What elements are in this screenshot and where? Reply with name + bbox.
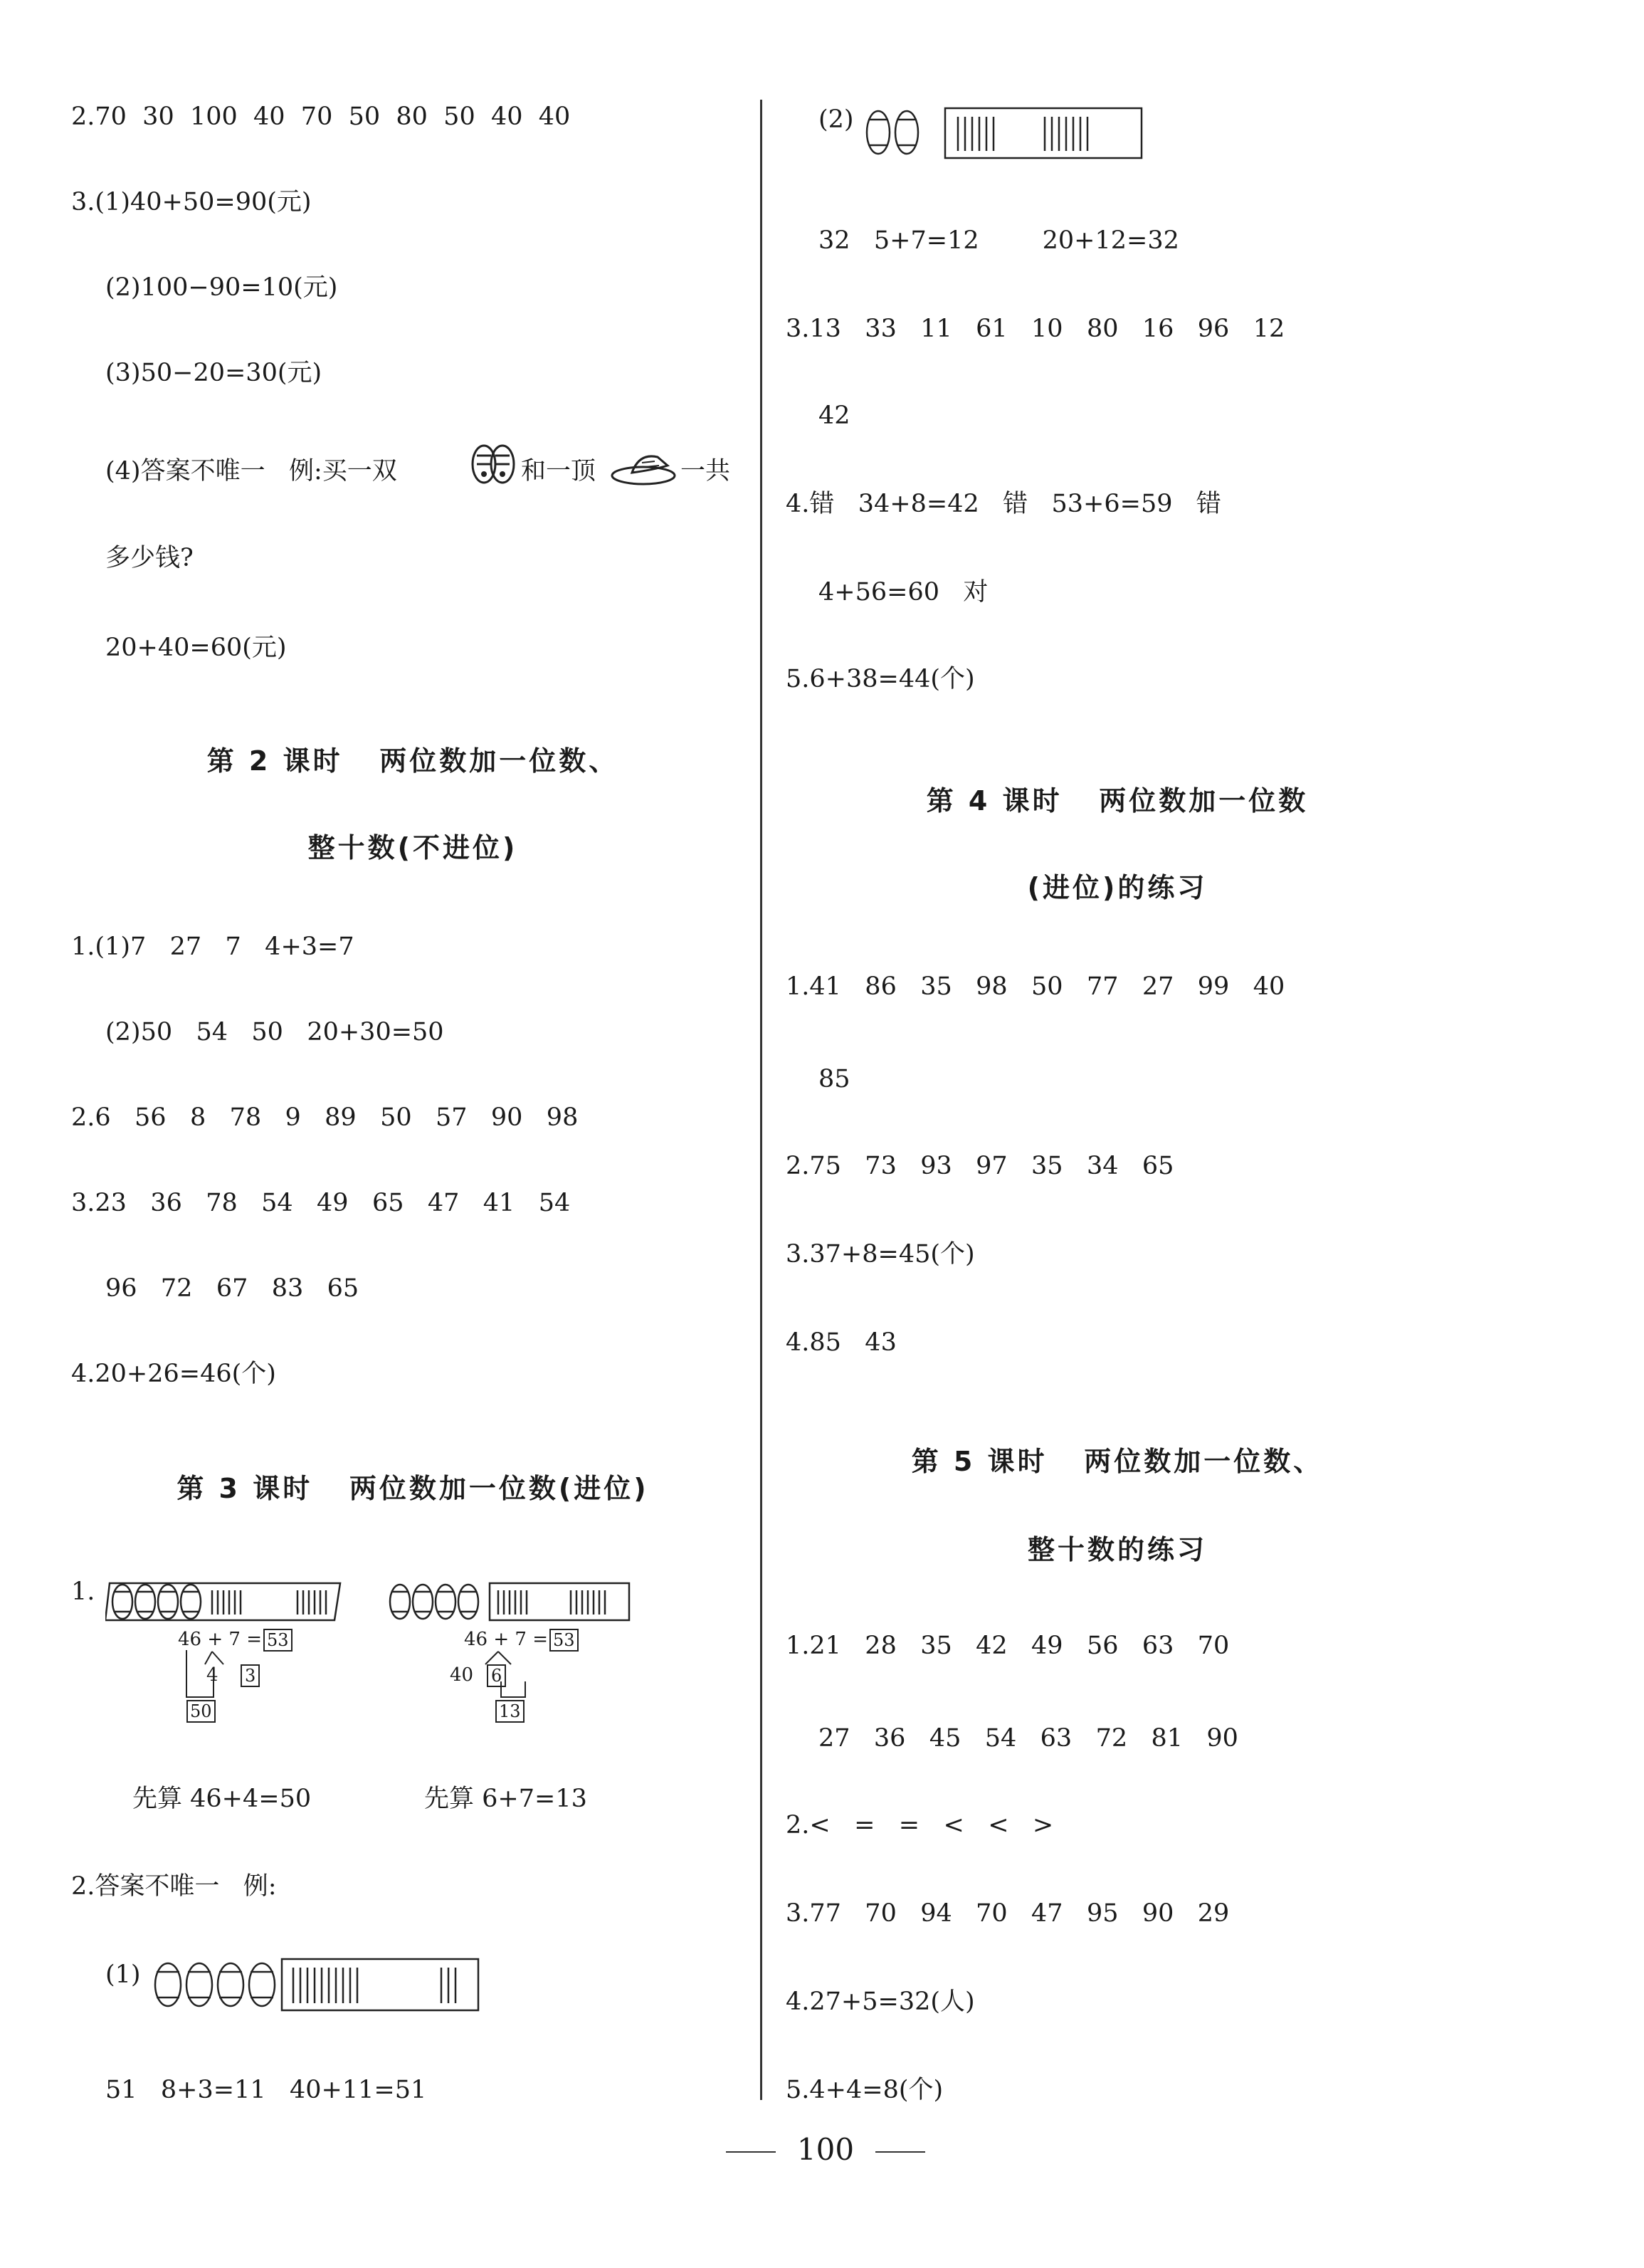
shoes-icon — [470, 443, 517, 485]
answer-line: 42 — [818, 401, 850, 430]
section-heading: (进位)的练习 — [1027, 872, 1208, 903]
answer-line: 4.20+26=46(个) — [71, 1360, 276, 1388]
answer-line: 1. — [71, 1577, 95, 1606]
split-number: 4 — [206, 1664, 218, 1686]
answer-line: 2.70 30 100 40 70 50 80 50 40 40 — [71, 103, 571, 131]
dash-left — [726, 2151, 776, 2153]
sum-box: 13 — [495, 1700, 525, 1723]
sticks-diagram-icon — [383, 1579, 632, 1624]
sticks-diagram-icon — [861, 104, 1146, 161]
split-box: 3 — [241, 1664, 260, 1687]
answer-line: (3)50−20=30(元) — [105, 359, 322, 387]
answer-line: 27 36 45 54 63 72 81 90 — [818, 1724, 1238, 1753]
answer-line: 85 — [818, 1065, 850, 1093]
answer-line: 20+40=60(元) — [105, 634, 287, 662]
answer-line: 4.85 43 — [786, 1328, 897, 1357]
answer-line: 先算 6+7=13 — [424, 1785, 587, 1813]
answer-line: 5.6+38=44(个) — [786, 665, 975, 693]
answer-line: 多少钱? — [105, 544, 194, 572]
page-number-text: 100 — [796, 2132, 855, 2167]
hat-icon — [611, 447, 679, 487]
section-heading: 整十数的练习 — [1027, 1534, 1207, 1565]
section-heading: 第 5 课时 两位数加一位数、 — [911, 1446, 1324, 1477]
answer-line: 1.21 28 35 42 49 56 63 70 — [786, 1632, 1230, 1660]
dash-right — [875, 2151, 925, 2153]
answer-line: 51 8+3=11 40+11=51 — [105, 2076, 427, 2104]
answer-box: 53 — [263, 1629, 293, 1652]
sticks-diagram-icon — [148, 1956, 483, 2013]
answer-line: 和一顶 — [521, 457, 596, 485]
answer-line: 3.77 70 94 70 47 95 90 29 — [786, 1899, 1230, 1928]
answer-line: (2) — [818, 105, 854, 134]
diagram-equation: 46 + 7 = — [178, 1629, 262, 1650]
answer-box: 53 — [549, 1629, 579, 1652]
sum-box: 50 — [186, 1700, 216, 1723]
answer-line: 2.< = = < < > — [786, 1811, 1054, 1839]
sticks-diagram-icon — [105, 1579, 347, 1624]
section-heading: 整十数(不进位) — [307, 832, 518, 863]
answer-line: 32 5+7=12 20+12=32 — [818, 226, 1179, 255]
answer-line: 一共 — [680, 457, 731, 485]
section-heading: 第 3 课时 两位数加一位数(进位) — [176, 1473, 649, 1504]
answer-line: 3.(1)40+50=90(元) — [71, 188, 312, 216]
section-heading: 第 2 课时 两位数加一位数、 — [206, 745, 619, 777]
answer-line: 3.13 33 11 61 10 80 16 96 12 — [786, 315, 1285, 343]
answer-line: 4.27+5=32(人) — [786, 1988, 975, 2016]
section-heading: 第 4 课时 两位数加一位数 — [926, 785, 1309, 817]
answer-line: (2)100−90=10(元) — [105, 273, 338, 302]
answer-line: 1.(1)7 27 7 4+3=7 — [71, 933, 354, 961]
answer-line: 3.23 36 78 54 49 65 47 41 54 — [71, 1189, 571, 1217]
answer-line: 2.6 56 8 78 9 89 50 57 90 98 — [71, 1103, 579, 1132]
answer-line: (4)答案不唯一 例:买一双 — [105, 457, 397, 485]
split-number: 40 — [450, 1664, 474, 1686]
answer-line: 3.37+8=45(个) — [786, 1240, 975, 1269]
diagram-equation: 46 + 7 = — [464, 1629, 548, 1650]
answer-line: 4+56=60 对 — [818, 578, 989, 607]
answer-line: 2.答案不唯一 例: — [71, 1872, 277, 1901]
answer-line: 96 72 67 83 65 — [105, 1274, 359, 1303]
answer-line: 2.75 73 93 97 35 34 65 — [786, 1152, 1174, 1180]
answer-line: 4.错 34+8=42 错 53+6=59 错 — [786, 490, 1221, 518]
answer-line: 5.4+4=8(个) — [786, 2076, 944, 2104]
answer-line: 先算 46+4=50 — [132, 1785, 312, 1813]
answer-line: (1) — [105, 1960, 141, 1989]
answer-line: 1.41 86 35 98 50 77 27 99 40 — [786, 972, 1285, 1001]
answer-line: (2)50 54 50 20+30=50 — [105, 1018, 444, 1046]
page-number — [683, 2132, 968, 2167]
column-divider — [760, 100, 762, 2100]
split-box: 6 — [487, 1664, 506, 1687]
